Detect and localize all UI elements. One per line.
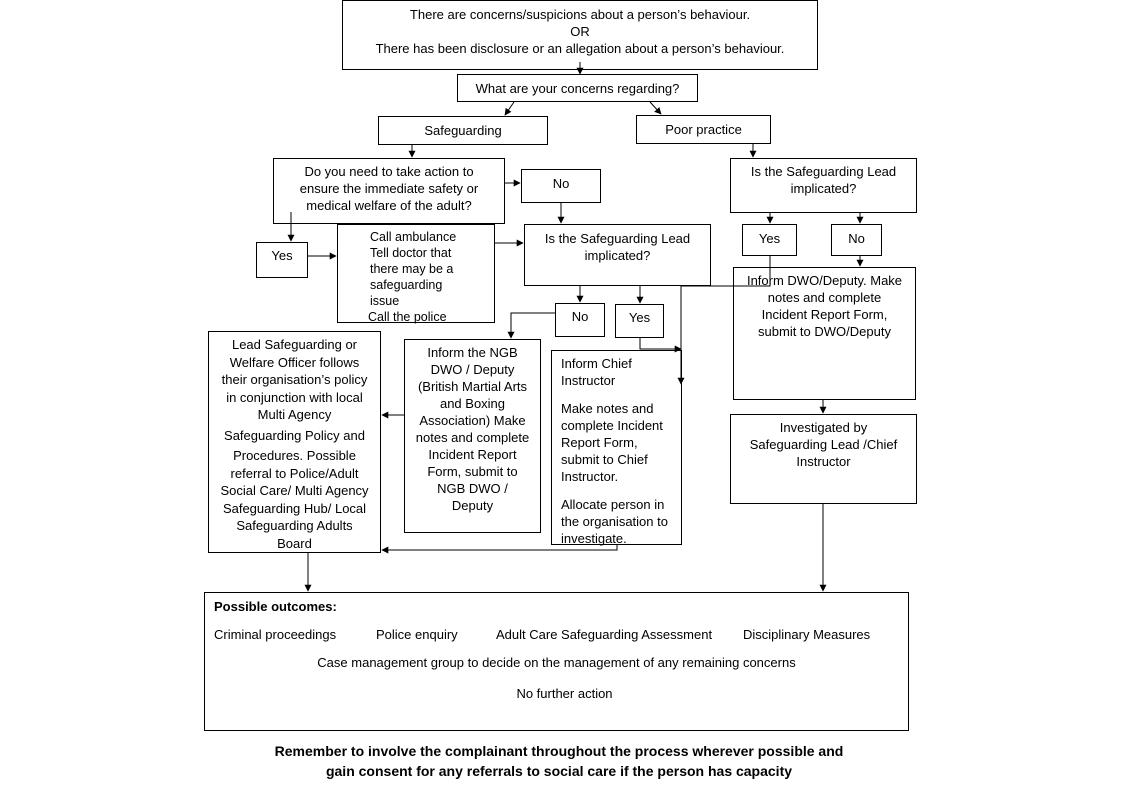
lead-implicated-right-box (730, 158, 917, 213)
lead-follows-line-7: Procedures. Possible (233, 448, 356, 463)
ambulance-line-5: issue (370, 294, 400, 308)
action-question-box (273, 158, 505, 224)
lead-follows-line-9: Social Care/ Multi Agency (220, 483, 369, 498)
ambulance-line-2: Tell doctor that (370, 246, 452, 260)
no-mid-box (555, 303, 605, 337)
action-question-line-2: ensure the immediate safety or (299, 181, 479, 196)
inform-ngb-box (404, 339, 541, 533)
inform-ngb-line-6: notes and complete (415, 430, 530, 445)
inform-chief-p2-line-5: Instructor. (561, 469, 619, 484)
start-concerns-box (342, 0, 818, 70)
concerns-regarding-box (457, 74, 698, 102)
lead-follows-line-8: referral to Police/Adult (230, 465, 359, 481)
investigated-line-3: Instructor (796, 454, 851, 469)
footer-line-1: Remember to involve the complainant throughout the process wherever possible and (274, 743, 844, 759)
footer-reminder (200, 741, 918, 781)
arrow-yes-mid-to-inform-chief (640, 338, 681, 349)
inform-ngb-line-7: Incident Report (428, 447, 517, 462)
inform-chief-p2-line-4: submit to Chief (561, 452, 648, 467)
lead-follows-line-1: Lead Safeguarding or (231, 337, 358, 352)
arrow-regarding-to-poor-practice (650, 102, 661, 114)
no-mid-text: No (571, 309, 589, 324)
outcomes-title: Possible outcomes: (214, 599, 337, 614)
concerns-regarding-text: What are your concerns regarding? (475, 81, 680, 96)
no-right-text: No (848, 231, 865, 246)
outcome-disciplinary-measures: Disciplinary Measures (743, 627, 871, 642)
lead-implicated-right-line-1: Is the Safeguarding Lead (750, 164, 897, 179)
ambulance-line-6: Call the police (368, 310, 447, 324)
inform-chief-p2-line-2: complete Incident (561, 418, 663, 433)
inform-chief-p2-line-3: Report Form, (561, 435, 638, 450)
action-question-line-3: medical welfare of the adult? (306, 198, 472, 213)
inform-dwo-line-1: Inform DWO/Deputy. Make (746, 273, 903, 288)
yes-right-text: Yes (758, 231, 781, 246)
yes-mid-box (615, 304, 664, 338)
inform-chief-p2-line-1: Make notes and (561, 401, 654, 416)
inform-chief-p3-line-3: investigate. (561, 531, 627, 546)
inform-chief-paragraph-1 (561, 355, 681, 389)
investigated-box (730, 414, 917, 504)
inform-chief-p3-line-1: Allocate person in (561, 497, 665, 512)
inform-ngb-line-10: Deputy (451, 498, 494, 513)
arrow-no-mid-to-inform-ngb (511, 313, 555, 338)
yes-left-text: Yes (271, 248, 293, 263)
lead-follows-line-2: Welfare Officer follows (229, 354, 360, 370)
ambulance-line-4: safeguarding (370, 278, 443, 292)
yes-right-box (742, 224, 797, 256)
possible-outcomes-box (204, 592, 909, 731)
investigated-line-2: Safeguarding Lead /Chief (749, 437, 898, 452)
inform-ngb-line-1: Inform the NGB (427, 345, 518, 360)
ambulance-line-1: Call ambulance (370, 230, 457, 244)
outcome-adult-care-assessment: Adult Care Safeguarding Assessment (496, 627, 713, 642)
lead-follows-line-12: Board (277, 535, 312, 551)
inform-ngb-line-5: Association) Make (419, 413, 526, 428)
inform-dwo-line-4: submit to DWO/Deputy (758, 324, 891, 339)
inform-chief-paragraph-2 (561, 400, 681, 485)
inform-dwo-box (733, 267, 916, 400)
lead-follows-line-4: in conjunction with local (226, 389, 363, 405)
outcome-no-further-action: No further action (516, 686, 613, 701)
yes-mid-text: Yes (628, 310, 651, 325)
inform-ngb-line-2: DWO / Deputy (430, 362, 515, 377)
no-top-text: No (552, 176, 570, 191)
lead-follows-line-10: Safeguarding Hub/ Local (222, 500, 367, 516)
no-top-box (521, 169, 601, 203)
arrow-regarding-to-safeguarding (505, 102, 514, 115)
footer-line-2: gain consent for any referrals to social care if the person has capacity (325, 763, 793, 779)
lead-follows-policy-box (208, 331, 381, 553)
ambulance-line-3: there may be a (370, 262, 454, 276)
lead-follows-line-3: their organisation’s policy (221, 372, 368, 387)
lead-implicated-mid-box (524, 224, 711, 286)
investigated-line-1: Investigated by (779, 420, 868, 435)
lead-follows-line-11: Safeguarding Adults (236, 518, 353, 533)
yes-left-box (256, 242, 308, 278)
action-question-line-1: Do you need to take action to (304, 164, 474, 179)
inform-chief-paragraph-3 (561, 496, 681, 547)
inform-ngb-line-3: (British Martial Arts (417, 379, 528, 394)
outcome-police-enquiry: Police enquiry (376, 627, 458, 642)
poor-practice-box (636, 115, 771, 144)
inform-chief-p1-line-1: Inform Chief (561, 356, 632, 371)
lead-follows-line-6: Safeguarding Policy and (224, 427, 365, 443)
ambulance-box (337, 224, 495, 323)
lead-implicated-right-line-2: implicated? (790, 181, 857, 196)
lead-implicated-mid-line-2: implicated? (584, 248, 651, 263)
safeguarding-text: Safeguarding (424, 123, 502, 138)
inform-ngb-line-9: NGB DWO / (437, 481, 508, 496)
lead-follows-line-5: Multi Agency (257, 407, 332, 422)
start-line-1: There are concerns/suspicions about a person’s behaviour. (409, 7, 751, 22)
start-line-3: There has been disclosure or an allegation about a person’s behaviour. (375, 41, 785, 56)
inform-chief-p1-line-2: Instructor (561, 373, 616, 388)
inform-chief-p3-line-2: the organisation to (561, 514, 668, 529)
no-right-box (831, 224, 882, 256)
poor-practice-text: Poor practice (665, 122, 742, 137)
inform-chief-box (551, 350, 682, 545)
inform-ngb-line-8: Form, submit to (427, 464, 518, 479)
inform-dwo-line-3: Incident Report Form, (761, 307, 888, 322)
outcome-case-management: Case management group to decide on the management of any remaining concerns (317, 655, 796, 670)
start-line-2: OR (570, 24, 590, 39)
outcome-criminal-proceedings: Criminal proceedings (214, 627, 337, 642)
safeguarding-box (378, 116, 548, 145)
inform-dwo-line-2: notes and complete (767, 290, 882, 305)
inform-ngb-line-4: and Boxing (439, 396, 506, 411)
lead-implicated-mid-line-1: Is the Safeguarding Lead (544, 231, 691, 246)
